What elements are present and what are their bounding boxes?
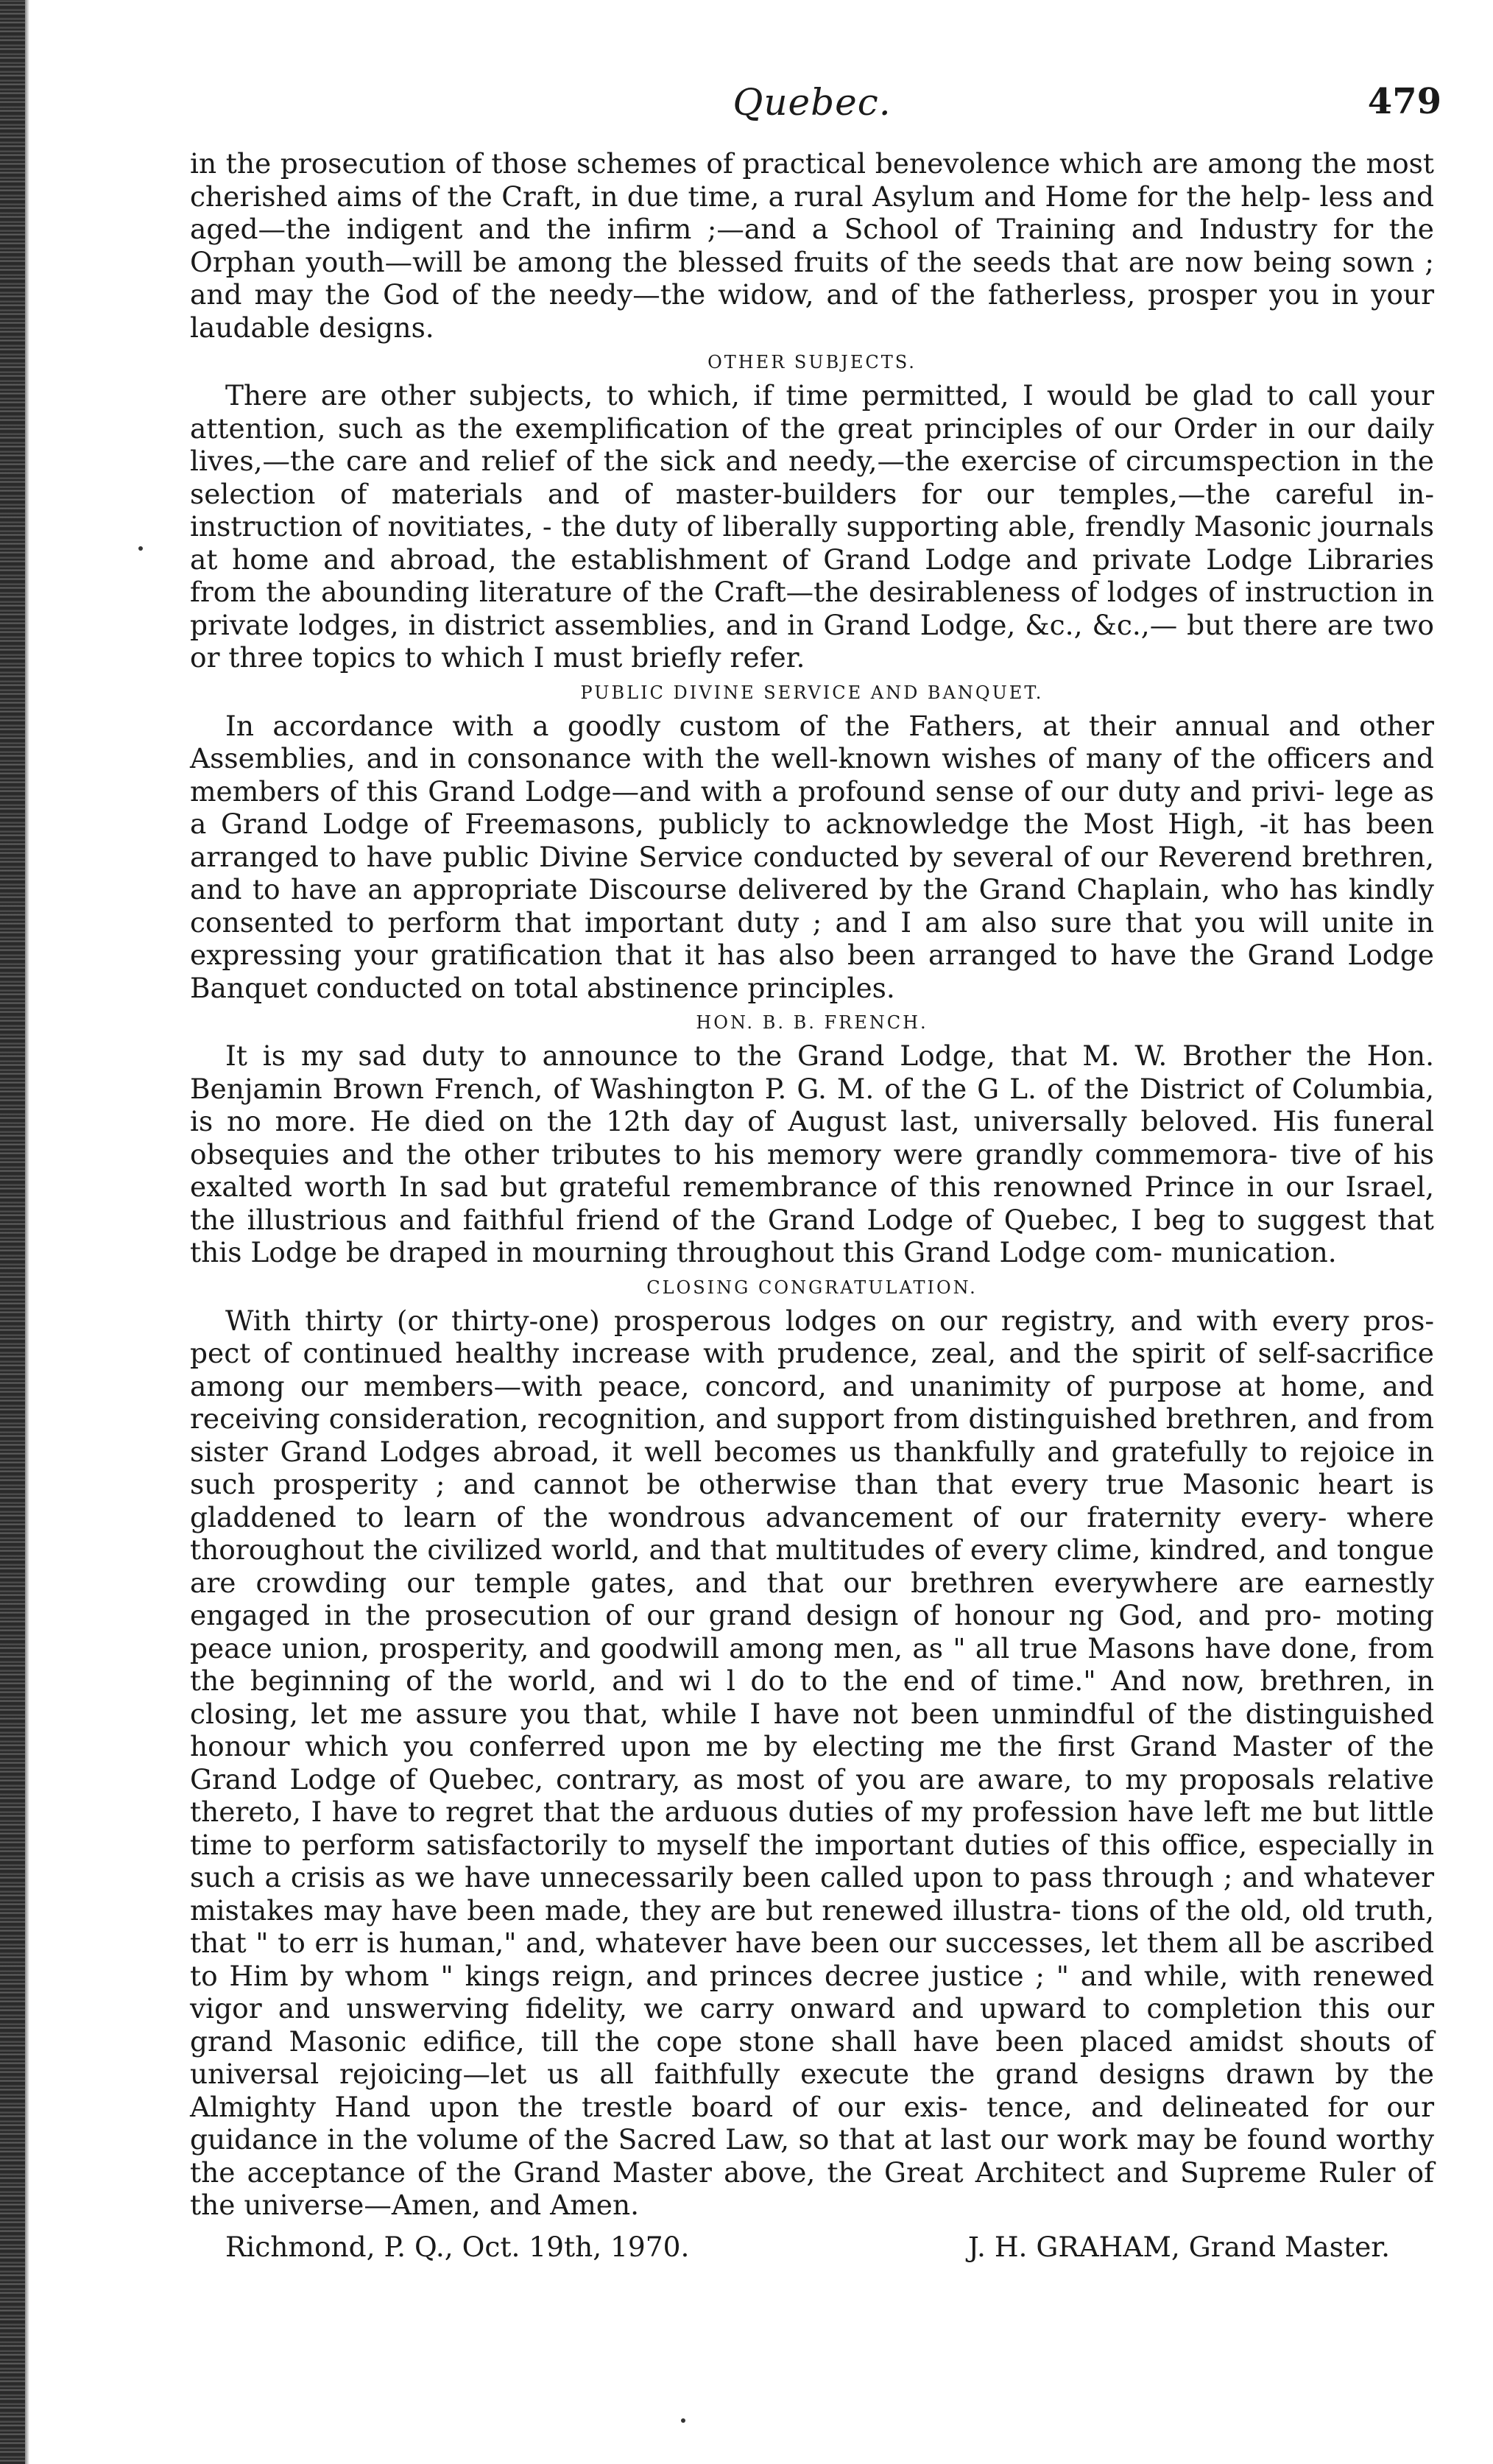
signature-place-date: Richmond, P. Q., Oct. 19th, 1970. [225, 2230, 690, 2263]
bottom-mark [681, 2418, 685, 2423]
running-head-title: Quebec. [733, 81, 892, 124]
page-number: 479 [1367, 81, 1441, 122]
paragraph-other-subjects: There are other subjects, to which, if time permitted, I would be glad to call your attention, such as the exemplification of the great principles of our Order in our daily lives,—the care and relief of the sick and needy,—the exercise of circumspection in the selection of materials and of master-builders for our temples,—the careful in- instruction of novitiates, - the duty of liberally supporting able, frendly Masonic journals at home and abroad, the establishment of Grand Lodge and private Lodge Libraries from the abounding literature of the Craft—the desirableness of lodges of instruction in private lodges, in district assemblies, and in Grand Lodge, &c., &c.,— but there are two or three topics to which I must briefly refer. [190, 379, 1434, 674]
section-heading-divine-service: PUBLIC DIVINE SERVICE AND BANQUET. [580, 682, 1044, 703]
section-heading-other-subjects: OTHER SUBJECTS. [707, 352, 917, 373]
section-heading-french: HON. B. B. FRENCH. [696, 1012, 928, 1033]
signature-line [190, 2231, 1434, 2270]
book-page [190, 81, 1441, 2270]
signature-name: J. H. GRAHAM, Grand Master. [967, 2230, 1390, 2263]
running-head [190, 81, 1441, 147]
paragraph-continuation: in the prosecution of those schemes of practical benevolence which are among the most cherished aims of the Craft, in due time, a rural Asylum and Home for the help- less and aged—the indigent and the infirm ;—and a School of Training and Industry for the Orphan youth—will be among the blessed fruits of the seeds that are now being sown ; and may the God of the needy—the widow, and of the fatherless, prosper you in your laudable designs. [190, 147, 1434, 344]
paragraph-divine-service: In accordance with a goodly custom of the Fathers, at their annual and other Assemblies, and in consonance with the well-known wishes of many of the officers and members of this Grand Lodge—and with a profound sense of our duty and privi- lege as a Grand Lodge of Freemasons, publicly to acknowledge the Most High, -it has been arranged to have public Divine Service conducted by several of our Reverend brethren, and to have an appropriate Discourse delivered by the Grand Chaplain, who has kindly consented to perform that important duty ; and I am also sure that you will unite in expressing your gratification that it has also been arranged to have the Grand Lodge Banquet conducted on total abstinence principles. [190, 709, 1434, 1004]
paragraph-closing: With thirty (or thirty-one) prosperous lodges on our registry, and with every pros- pect of continued healthy increase with prudence, zeal, and the spirit of self-sacrifice among our members—with peace, concord, and unanimity of purpose at home, and receiving consideration, recognition, and support from distinguished brethren, and from sister Grand Lodges abroad, it well becomes us thankfully and gratefully to rejoice in such prosperity ; and cannot be otherwise than that every true Masonic heart is gladdened to learn of the wondrous advancement of our fraternity every- where thoroughout the civilized world, and that multitudes of every clime, kindred, and tongue are crowding our temple gates, and that our brethren everywhere are earnestly engaged in the prosecution of our grand design of honour ng God, and pro- moting peace union, prosperity, and goodwill among men, as " all true Masons have done, from the beginning of the world, and wi l do to the end of time." And now, brethren, in closing, let me assure you that, while I have not been unmindful of the distinguished honour which you conferred upon me by electing me the first Grand Master of the Grand Lodge of Quebec, contrary, as most of you are aware, to my proposals relative thereto, I have to regret that the arduous duties of my profession have left me but little time to perform satisfactorily to myself the important duties of this office, especially in such a crisis as we have unnecessarily been called upon to pass through ; and whatever mistakes may have been made, they are but renewed illustra- tions of the old, old truth, that " to err is human," and, whatever have been our successes, let them all be ascribed to Him by whom " kings reign, and princes decree justice ; " and while, with renewed vigor and unswerving fidelity, we carry onward and upward to completion this our grand Masonic edifice, till the cope stone shall have been placed amidst shouts of universal rejoicing—let us all faithfully execute the grand designs drawn by the Almighty Hand upon the trestle board of our exis- tence, and delineated for our guidance in the volume of the Sacred Law, so that at last our work may be found worthy the acceptance of the Grand Master above, the Great Architect and Supreme Ruler of the universe—Amen, and Amen. [190, 1304, 1434, 2221]
margin-mark [138, 546, 143, 551]
section-heading-closing: CLOSING CONGRATULATION. [646, 1277, 978, 1298]
paragraph-french: It is my sad duty to announce to the Grand Lodge, that M. W. Brother the Hon. Benjamin Brown French, of Washington P. G. M. of the G L. of the District of Columbia, is no more. He died on the 12th day of August last, universally beloved. His funeral obsequies and the other tributes to his memory were grandly commemora- tive of his exalted worth In sad but grateful remembrance of this renowned Prince in our Israel, the illustrious and faithful friend of the Grand Lodge of Quebec, I beg to suggest that this Lodge be draped in mourning throughout this Grand Lodge com- munication. [190, 1039, 1434, 1268]
book-binding-edge [0, 0, 25, 2464]
